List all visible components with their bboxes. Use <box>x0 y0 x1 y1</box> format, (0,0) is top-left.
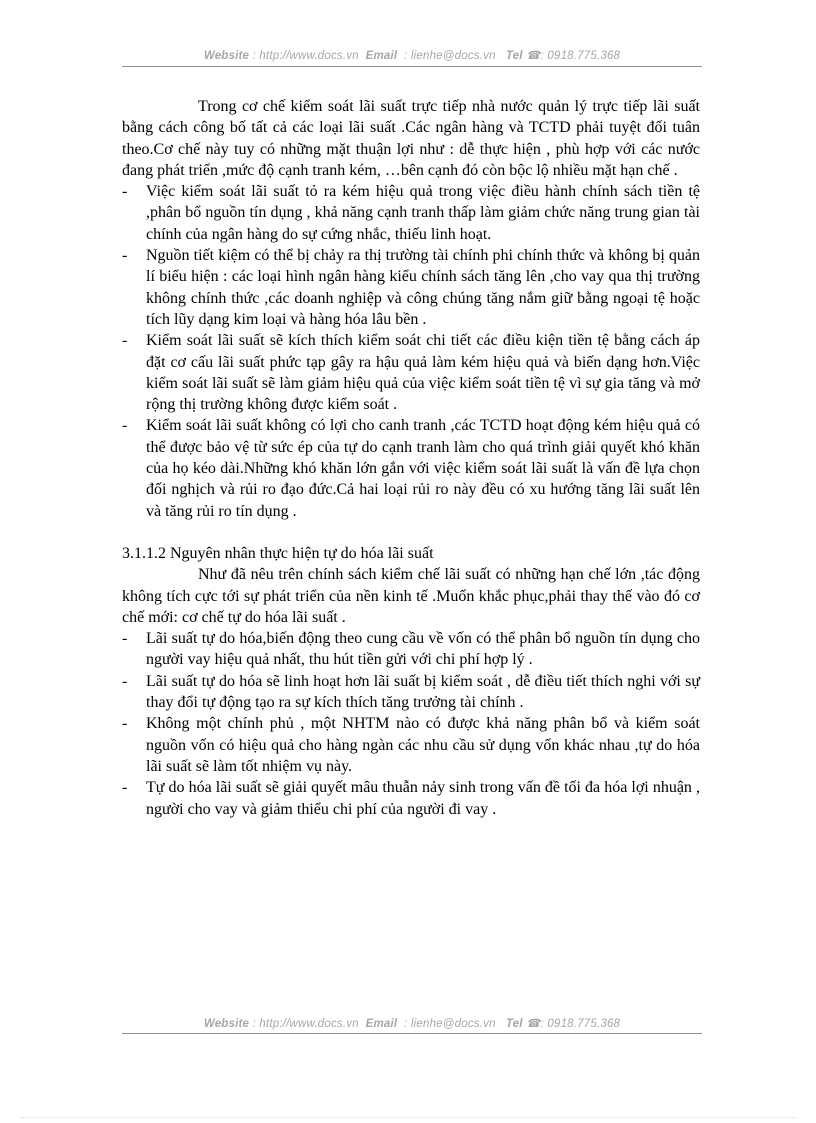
page-footer <box>122 1016 702 1030</box>
page-header <box>122 48 702 62</box>
list-item-text: Tự do hóa lãi suất sẽ giải quyết mâu thuẫn nảy sinh trong vấn đề tối đa hóa lợi nhuận , người cho vay và giảm thiểu chi phí của người đi vay . <box>146 779 700 818</box>
section-paragraph: Như đã nêu trên chính sách kiểm chế lãi suất có những hạn chế lớn ,tác động không tích cực tới sự phát triển của nền kinh tế .Muốn khắc phục,phải thay thế vào đó cơ chế mới: cơ chế tự do hóa lãi suất . <box>122 566 700 626</box>
bullet-list-1 <box>122 181 700 522</box>
list-item <box>122 671 700 714</box>
list-item-text: Kiểm soát lãi suất sẽ kích thích kiểm soát chi tiết các điều kiện tiền tệ bằng cách áp đặt cơ cấu lãi suất phức tạp gây ra hậu quả làm kém hiệu quả và biến dạng hơn.Việc kiểm soát lãi suất sẽ làm giảm hiệu quả của việc kiểm soát tiền tệ vì sự gia tăng và mở rộng thị trường không được kiểm soát . <box>146 332 700 414</box>
footer-tel-value: : 0918.775.368 <box>540 1018 621 1030</box>
list-item <box>122 777 700 820</box>
list-item-text: Việc kiểm soát lãi suất tỏ ra kém hiệu quả trong việc điều hành chính sách tiền tệ ,phân bổ nguồn tín dụng , khả năng cạnh tranh thấp làm giảm chức năng trung gian tài chính của ngân hàng do sự cứng nhắc, thiếu linh hoạt. <box>146 183 700 243</box>
header-website-value: : http://www.docs.vn <box>252 50 359 62</box>
header-website-label: Website <box>203 50 250 62</box>
bullet-dash: - <box>122 247 128 265</box>
list-item <box>122 245 700 330</box>
footer-rule <box>122 1033 702 1034</box>
footer-tel-label: Tel <box>505 1018 523 1030</box>
list-item <box>122 181 700 245</box>
list-item-text: Nguồn tiết kiệm có thể bị chảy ra thị trường tài chính phi chính thức và không bị quản lí biểu hiện : các loại hình ngân hàng kiểu chính sách tăng lên ,cho vay qua thị trường không chính thức ,các doanh nghiệp và công chúng tăng nắm giữ bằng ngoại tệ hoặc tích lũy dạng kim loại và hàng hóa lâu bền . <box>146 247 700 328</box>
intro-paragraph: Trong cơ chế kiểm soát lãi suất trực tiếp nhà nước quản lý trực tiếp lãi suất bằng cách công bố tất cả các loại lãi suất .Các ngân hàng và TCTD phải tuyệt đối tuân theo.Cơ chế này tuy có những mặt thuận lợi như : dễ thực hiện , phù hợp với các nước đang phát triển ,mức độ cạnh tranh kém, …bên cạnh đó còn bộc lộ nhiều mặt hạn chế . <box>122 98 700 179</box>
list-item-text: Không một chính phủ , một NHTM nào có được khả năng phân bổ và kiểm soát nguồn vốn có hiệu quả cho hàng ngàn các nhu cầu sử dụng vốn khác nhau ,tự do hóa lãi suất sẽ làm tốt nhiệm vụ này. <box>146 715 700 775</box>
phone-icon: ☎ <box>526 50 541 62</box>
bullet-dash: - <box>122 672 128 690</box>
list-item <box>122 628 700 671</box>
header-tel-label: Tel <box>505 50 523 62</box>
footer-email-value: : lienhe@docs.vn <box>404 1018 496 1030</box>
list-item-text: Lãi suất tự do hóa,biến động theo cung cầu về vốn có thể phân bổ nguồn tín dụng cho người vay hiệu quả nhất, thu hút tiền gửi với chi phí hợp lý . <box>146 630 700 669</box>
header-email-value: : lienhe@docs.vn <box>404 50 496 62</box>
bullet-dash: - <box>122 715 128 733</box>
document-body <box>122 96 700 820</box>
header-tel-value: : 0918.775.368 <box>540 50 621 62</box>
header-rule <box>122 66 702 67</box>
list-item-text: Kiểm soát lãi suất không có lợi cho canh tranh ,các TCTD hoạt động kém hiệu quả có thể được bảo vệ từ sức ép của tự do cạnh tranh làm cho quá trình giải quyết khó khăn của họ kéo dài.Những khó khăn lớn gắn với việc kiểm soát lãi suất là vấn đề lựa chọn đối nghịch và rủi ro đạo đức.Cả hai loại rủi ro này đều có xu hướng tăng lãi suất lên và tăng rủi ro tín dụng . <box>146 417 700 520</box>
bullet-dash: - <box>122 779 128 797</box>
list-item <box>122 415 700 521</box>
footer-website-value: : http://www.docs.vn <box>252 1018 359 1030</box>
section-heading: 3.1.1.2 Nguyên nhân thực hiện tự do hóa lãi suất <box>122 544 434 562</box>
list-item-text: Lãi suất tự do hóa sẽ linh hoạt hơn lãi suất bị kiểm soát , dễ điều tiết thích nghi với sự thay đổi tự động tạo ra sự kích thích tăng trưởng tài chính . <box>146 672 700 712</box>
bullet-dash: - <box>122 417 128 435</box>
page-edge-dotted-line <box>20 1117 796 1118</box>
phone-icon: ☎ <box>526 1018 541 1030</box>
header-email-label: Email <box>365 50 398 62</box>
list-item <box>122 713 700 777</box>
bullet-dash: - <box>122 183 128 201</box>
bullet-list-2 <box>122 628 700 820</box>
list-item <box>122 330 700 415</box>
footer-email-label: Email <box>365 1018 398 1030</box>
bullet-dash: - <box>122 630 128 648</box>
footer-website-label: Website <box>203 1018 250 1030</box>
bullet-dash: - <box>122 332 128 350</box>
